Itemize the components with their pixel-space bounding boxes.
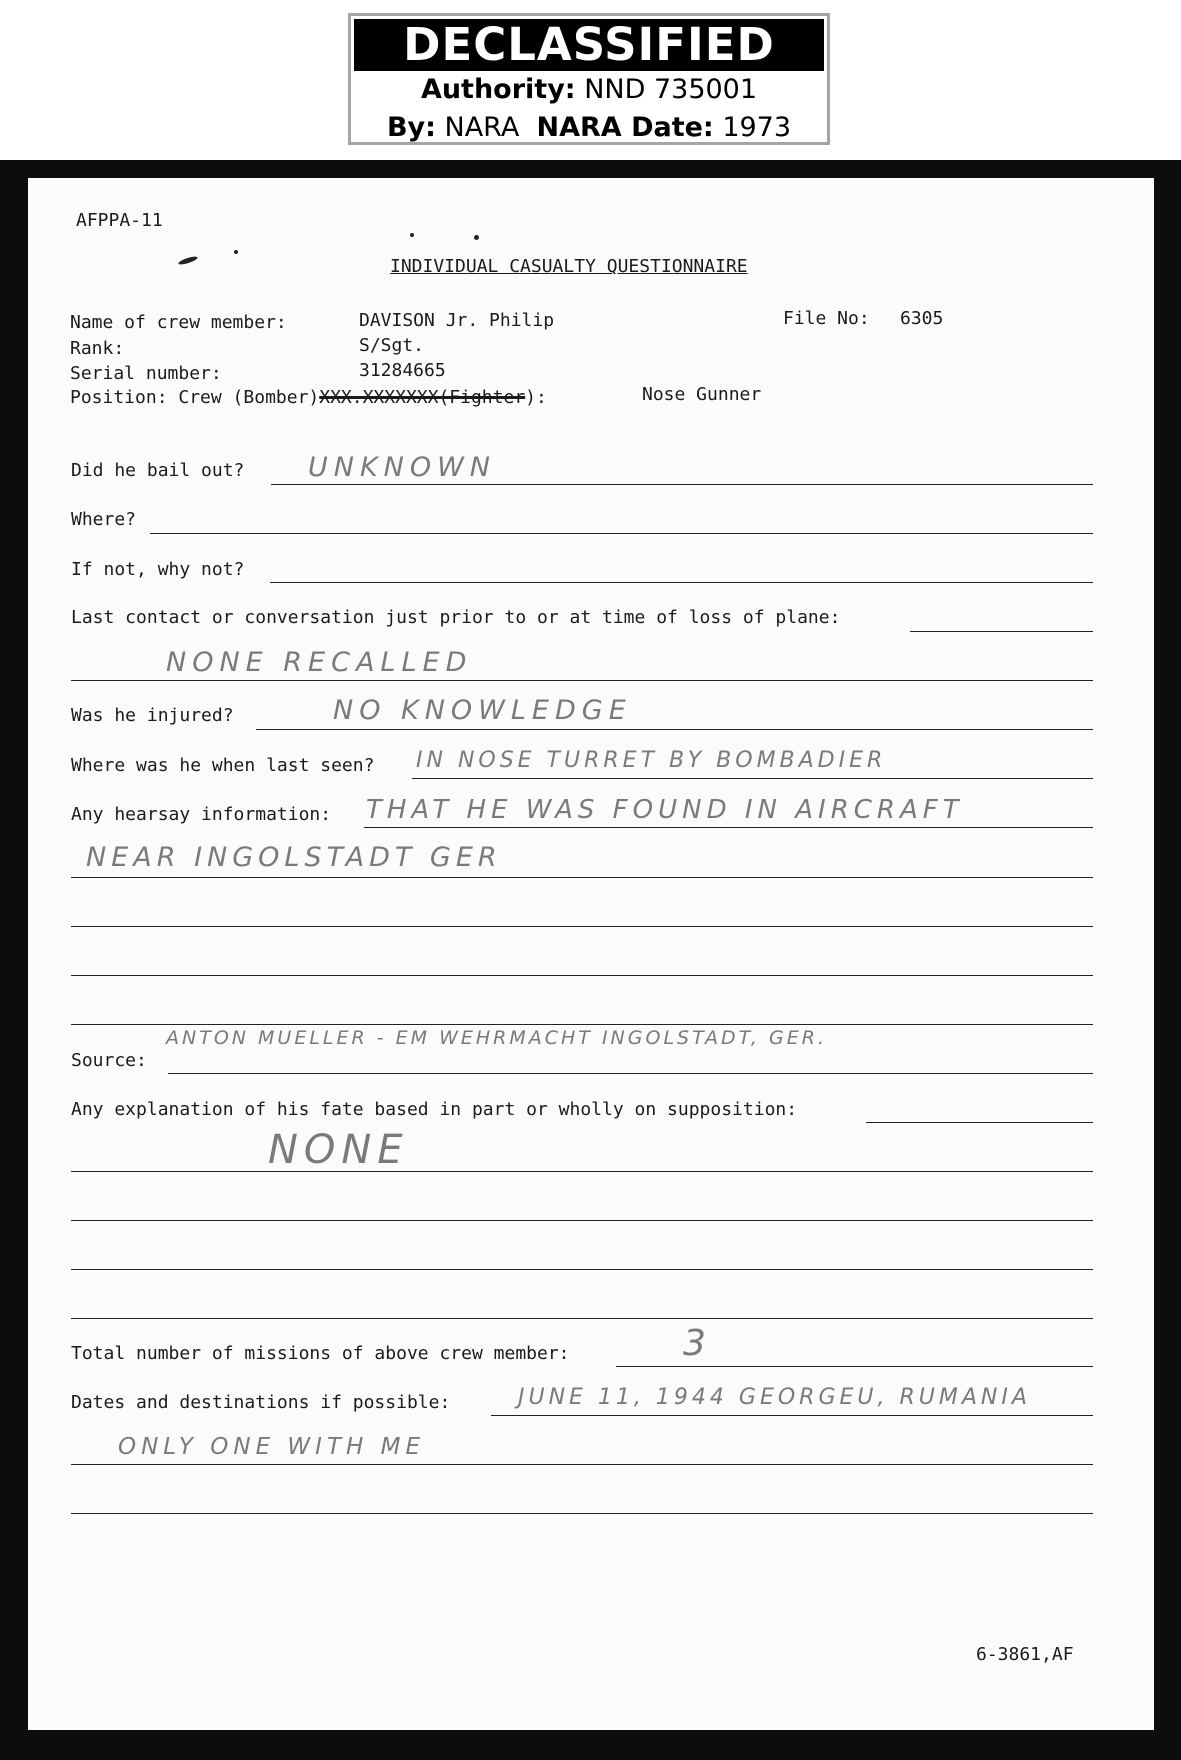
stamp-by-value: NARA bbox=[444, 112, 520, 143]
file-label: File No: bbox=[783, 308, 870, 329]
hearsay-answer-line2: NEAR INGOLSTADT GER bbox=[86, 842, 502, 873]
stamp-date-value: 1973 bbox=[722, 112, 792, 143]
rank-label: Rank: bbox=[70, 338, 125, 359]
where-label: Where? bbox=[71, 509, 137, 530]
explanation-answer: NONE bbox=[268, 1127, 409, 1173]
last-seen-rule bbox=[412, 778, 1093, 779]
where-rule bbox=[150, 533, 1093, 534]
rank-value: S/Sgt. bbox=[359, 335, 425, 356]
document-paper bbox=[28, 178, 1154, 1730]
source-answer: ANTON MUELLER - EM WEHRMACHT INGOLSTADT, GER. bbox=[166, 1027, 827, 1049]
stamp-authority-line bbox=[351, 71, 827, 109]
hearsay-rule bbox=[364, 827, 1093, 828]
injured-answer: NO KNOWLEDGE bbox=[333, 695, 632, 726]
position-line bbox=[70, 387, 547, 409]
speck bbox=[474, 235, 479, 240]
speck bbox=[410, 233, 414, 237]
name-value: DAVISON Jr. Philip bbox=[359, 310, 555, 331]
last-contact-label: Last contact or conversation just prior to or at time of loss of plane: bbox=[71, 607, 841, 628]
explanation-label: Any explanation of his fate based in part or wholly on supposition: bbox=[71, 1099, 798, 1120]
stamp-authority-value: NND 735001 bbox=[584, 74, 758, 105]
position-label: Position: Crew (Bomber) bbox=[70, 387, 320, 408]
bail-out-answer: UNKNOWN bbox=[308, 452, 497, 483]
explanation-answer-rule bbox=[71, 1171, 1093, 1172]
missions-label: Total number of missions of above crew member: bbox=[71, 1343, 570, 1364]
if-not-rule bbox=[270, 582, 1093, 583]
position-struck: XXX.XXXXXXX(Fighter bbox=[319, 387, 526, 408]
hearsay-label: Any hearsay information: bbox=[71, 804, 332, 825]
hearsay-rule-2 bbox=[71, 877, 1093, 878]
last-seen-answer: IN NOSE TURRET BY BOMBADIER bbox=[416, 748, 887, 773]
missions-answer: 3 bbox=[683, 1323, 712, 1364]
dates-rule-2 bbox=[71, 1464, 1093, 1465]
serial-value: 31284665 bbox=[359, 360, 446, 381]
dates-rule bbox=[491, 1415, 1093, 1416]
speck bbox=[234, 250, 238, 254]
form-title: INDIVIDUAL CASUALTY QUESTIONNAIRE bbox=[390, 256, 748, 277]
dates-label: Dates and destinations if possible: bbox=[71, 1392, 451, 1413]
explanation-rule-2 bbox=[71, 1220, 1093, 1221]
name-label: Name of crew member: bbox=[70, 312, 287, 333]
dates-answer-line1: JUNE 11, 1944 GEORGEU, RUMANIA bbox=[518, 1385, 1031, 1410]
last-contact-rule bbox=[910, 631, 1093, 632]
hearsay-rule-3 bbox=[71, 926, 1093, 927]
hearsay-rule-4 bbox=[71, 975, 1093, 976]
explanation-rule-3 bbox=[71, 1269, 1093, 1270]
last-contact-answer-rule bbox=[71, 680, 1093, 681]
stamp-authority-label: Authority: bbox=[420, 74, 576, 105]
stamp-date-label: NARA Date: bbox=[536, 112, 714, 143]
stamp-title: DECLASSIFIED bbox=[354, 19, 824, 71]
speck bbox=[178, 255, 199, 266]
bail-out-rule bbox=[271, 484, 1093, 485]
last-seen-label: Where was he when last seen? bbox=[71, 755, 375, 776]
form-code: AFPPA-11 bbox=[76, 210, 163, 231]
source-rule bbox=[168, 1073, 1093, 1074]
last-contact-answer: NONE RECALLED bbox=[166, 647, 473, 678]
injured-rule bbox=[256, 729, 1093, 730]
stamp-by-line bbox=[351, 109, 827, 147]
serial-label: Serial number: bbox=[70, 363, 222, 384]
dates-rule-3 bbox=[71, 1513, 1093, 1514]
explanation-rule bbox=[866, 1122, 1093, 1123]
injured-label: Was he injured? bbox=[71, 705, 234, 726]
file-value: 6305 bbox=[900, 308, 944, 329]
hearsay-answer-line1: THAT HE WAS FOUND IN AIRCRAFT bbox=[366, 795, 964, 825]
dates-answer-line2: ONLY ONE WITH ME bbox=[118, 1434, 425, 1460]
stamp-by-label: By: bbox=[386, 112, 436, 143]
position-close: ): bbox=[525, 387, 547, 408]
source-label: Source: bbox=[71, 1050, 147, 1071]
if-not-label: If not, why not? bbox=[71, 559, 245, 580]
scanned-document bbox=[0, 160, 1181, 1760]
footer-code: 6-3861,AF bbox=[976, 1644, 1074, 1665]
bail-out-label: Did he bail out? bbox=[71, 460, 245, 481]
position-value: Nose Gunner bbox=[642, 384, 762, 405]
missions-rule bbox=[616, 1366, 1093, 1367]
explanation-rule-4 bbox=[71, 1318, 1093, 1319]
declassified-stamp bbox=[348, 13, 830, 145]
